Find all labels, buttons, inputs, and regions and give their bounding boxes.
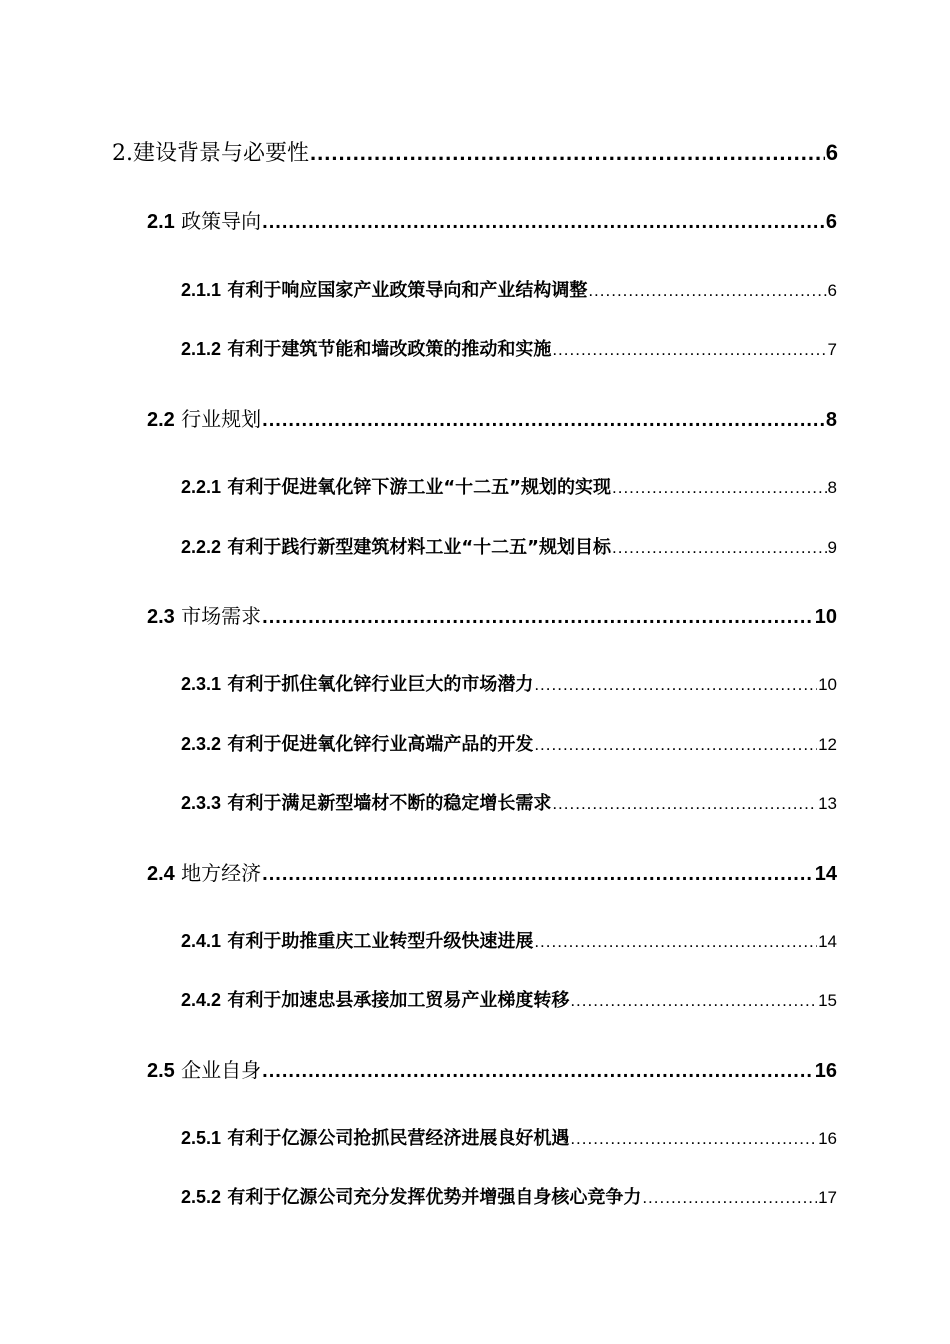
- toc-page-number: 14: [814, 863, 837, 885]
- toc-entry-2-5-2[interactable]: [181, 1183, 837, 1209]
- toc-leader-dots: [262, 211, 825, 234]
- toc-page-number: 15: [818, 991, 837, 1010]
- toc-page-number: 13: [818, 794, 837, 813]
- toc-entry-number: 2.4: [147, 863, 175, 885]
- toc-entry-label: [147, 403, 261, 432]
- toc-entry-label: [181, 1183, 641, 1209]
- toc-entry-2-3-1[interactable]: [181, 670, 837, 696]
- toc-entry-number: 2.4.2: [181, 990, 222, 1010]
- toc-leader-dots: [534, 932, 817, 952]
- toc-entry-number: 2.4.1: [181, 931, 222, 951]
- toc-entry-2-3[interactable]: [147, 600, 837, 629]
- toc-entry-2[interactable]: [112, 136, 838, 167]
- toc-page-number: 8: [827, 478, 837, 497]
- toc-entry-label: [181, 730, 533, 756]
- toc-entry-title: 企业自身: [181, 1058, 262, 1082]
- toc-entry-label: [181, 927, 533, 953]
- toc-entry-number: 2.3.1: [181, 674, 222, 694]
- toc-entry-label: [181, 276, 587, 302]
- toc-entry-2-2[interactable]: [147, 403, 837, 432]
- toc-entry-2-4-1[interactable]: [181, 927, 837, 953]
- toc-entry-title: 有利于建筑节能和墙改政策的推动和实施: [227, 339, 552, 360]
- toc-page-number: 14: [818, 932, 837, 951]
- toc-entry-title: 有利于促进氧化锌下游工业“十二五”规划的实现: [227, 477, 611, 498]
- toc-entry-title: 地方经济: [181, 861, 262, 885]
- toc-entry-number: 2.: [112, 141, 133, 166]
- toc-entry-number: 2.3.3: [181, 793, 222, 813]
- toc-entry-label: [147, 600, 261, 629]
- toc-entry-number: 2.1.2: [181, 339, 222, 359]
- toc-page-number: 7: [827, 340, 837, 359]
- toc-entry-2-3-2[interactable]: [181, 730, 837, 756]
- toc-entry-label: [147, 857, 261, 886]
- toc-page-number: 16: [814, 1060, 837, 1082]
- toc-page-number: 6: [827, 281, 837, 300]
- toc-entry-title: 建设背景与必要性: [133, 141, 310, 166]
- toc-page-number: 16: [818, 1129, 837, 1148]
- toc-entry-number: 2.3: [147, 606, 175, 628]
- toc-entry-title: 市场需求: [181, 604, 262, 628]
- toc-leader-dots: [310, 140, 825, 166]
- toc-entry-2-3-3[interactable]: [181, 789, 837, 815]
- toc-entry-2-4-2[interactable]: [181, 986, 837, 1012]
- toc-page-number: 6: [825, 211, 837, 233]
- toc-page-number: 10: [818, 675, 837, 694]
- toc-entry-title: 政策导向: [181, 209, 262, 233]
- toc-entry-number: 2.2.2: [181, 537, 222, 557]
- toc-entry-2-1-1[interactable]: [181, 276, 837, 302]
- toc-entry-number: 2.3.2: [181, 734, 222, 754]
- toc-leader-dots: [552, 794, 817, 814]
- toc-entry-label: [181, 670, 533, 696]
- toc-entry-label: [181, 473, 611, 499]
- toc-entry-title: 有利于助推重庆工业转型升级快速进展: [227, 931, 534, 952]
- toc-leader-dots: [534, 675, 817, 695]
- toc-entry-label: [147, 1054, 261, 1083]
- toc-entry-label: [181, 1124, 569, 1150]
- toc-leader-dots: [262, 409, 825, 432]
- toc-page-number: 10: [814, 606, 837, 628]
- toc-entry-number: 2.1.1: [181, 280, 222, 300]
- toc-entry-2-5-1[interactable]: [181, 1124, 837, 1150]
- toc-entry-number: 2.5.2: [181, 1187, 222, 1207]
- toc-entry-2-1[interactable]: [147, 205, 837, 234]
- toc-leader-dots: [612, 478, 827, 498]
- toc-leader-dots: [262, 606, 814, 629]
- toc-page-number: 17: [818, 1188, 837, 1207]
- toc-entry-2-5[interactable]: [147, 1054, 837, 1083]
- toc-entry-2-1-2[interactable]: [181, 335, 837, 361]
- toc-entry-2-2-2[interactable]: [181, 533, 837, 559]
- toc-page-number: 6: [825, 140, 838, 165]
- toc-leader-dots: [570, 1129, 817, 1149]
- toc-entry-number: 2.5: [147, 1060, 175, 1082]
- toc-entry-number: 2.1: [147, 211, 175, 233]
- toc-entry-2-2-1[interactable]: [181, 473, 837, 499]
- toc-entry-number: 2.5.1: [181, 1128, 222, 1148]
- toc-entry-title: 有利于亿源公司抢抓民营经济进展良好机遇: [227, 1128, 570, 1149]
- toc-entry-number: 2.2: [147, 409, 175, 431]
- toc-entry-title: 有利于加速忠县承接加工贸易产业梯度转移: [227, 990, 570, 1011]
- toc-leader-dots: [552, 340, 826, 360]
- toc-leader-dots: [262, 1060, 814, 1083]
- toc-entry-title: 行业规划: [181, 407, 262, 431]
- toc-entry-title: 有利于促进氧化锌行业高端产品的开发: [227, 734, 534, 755]
- toc-entry-label: [181, 335, 551, 361]
- toc-leader-dots: [612, 538, 827, 558]
- toc-page-number: 12: [818, 735, 837, 754]
- toc-page-number: 9: [827, 538, 837, 557]
- toc-entry-label: [181, 789, 551, 815]
- toc-entry-label: [112, 136, 309, 167]
- toc-entry-number: 2.2.1: [181, 477, 222, 497]
- toc-entry-title: 有利于践行新型建筑材料工业“十二五”规划目标: [227, 537, 611, 558]
- toc-entry-label: [181, 533, 611, 559]
- toc-leader-dots: [570, 991, 817, 1011]
- toc-leader-dots: [588, 281, 826, 301]
- toc-entry-label: [181, 986, 569, 1012]
- toc-page-number: 8: [825, 409, 837, 431]
- toc-entry-2-4[interactable]: [147, 857, 837, 886]
- toc-entry-title: 有利于响应国家产业政策导向和产业结构调整: [227, 280, 588, 301]
- toc-entry-label: [147, 205, 261, 234]
- toc-entry-title: 有利于亿源公司充分发挥优势并增强自身核心竞争力: [227, 1187, 642, 1208]
- toc-entry-title: 有利于满足新型墙材不断的稳定增长需求: [227, 793, 552, 814]
- toc-leader-dots: [642, 1188, 817, 1208]
- toc-entry-title: 有利于抓住氧化锌行业巨大的市场潜力: [227, 674, 534, 695]
- toc-leader-dots: [534, 735, 817, 755]
- toc-leader-dots: [262, 863, 814, 886]
